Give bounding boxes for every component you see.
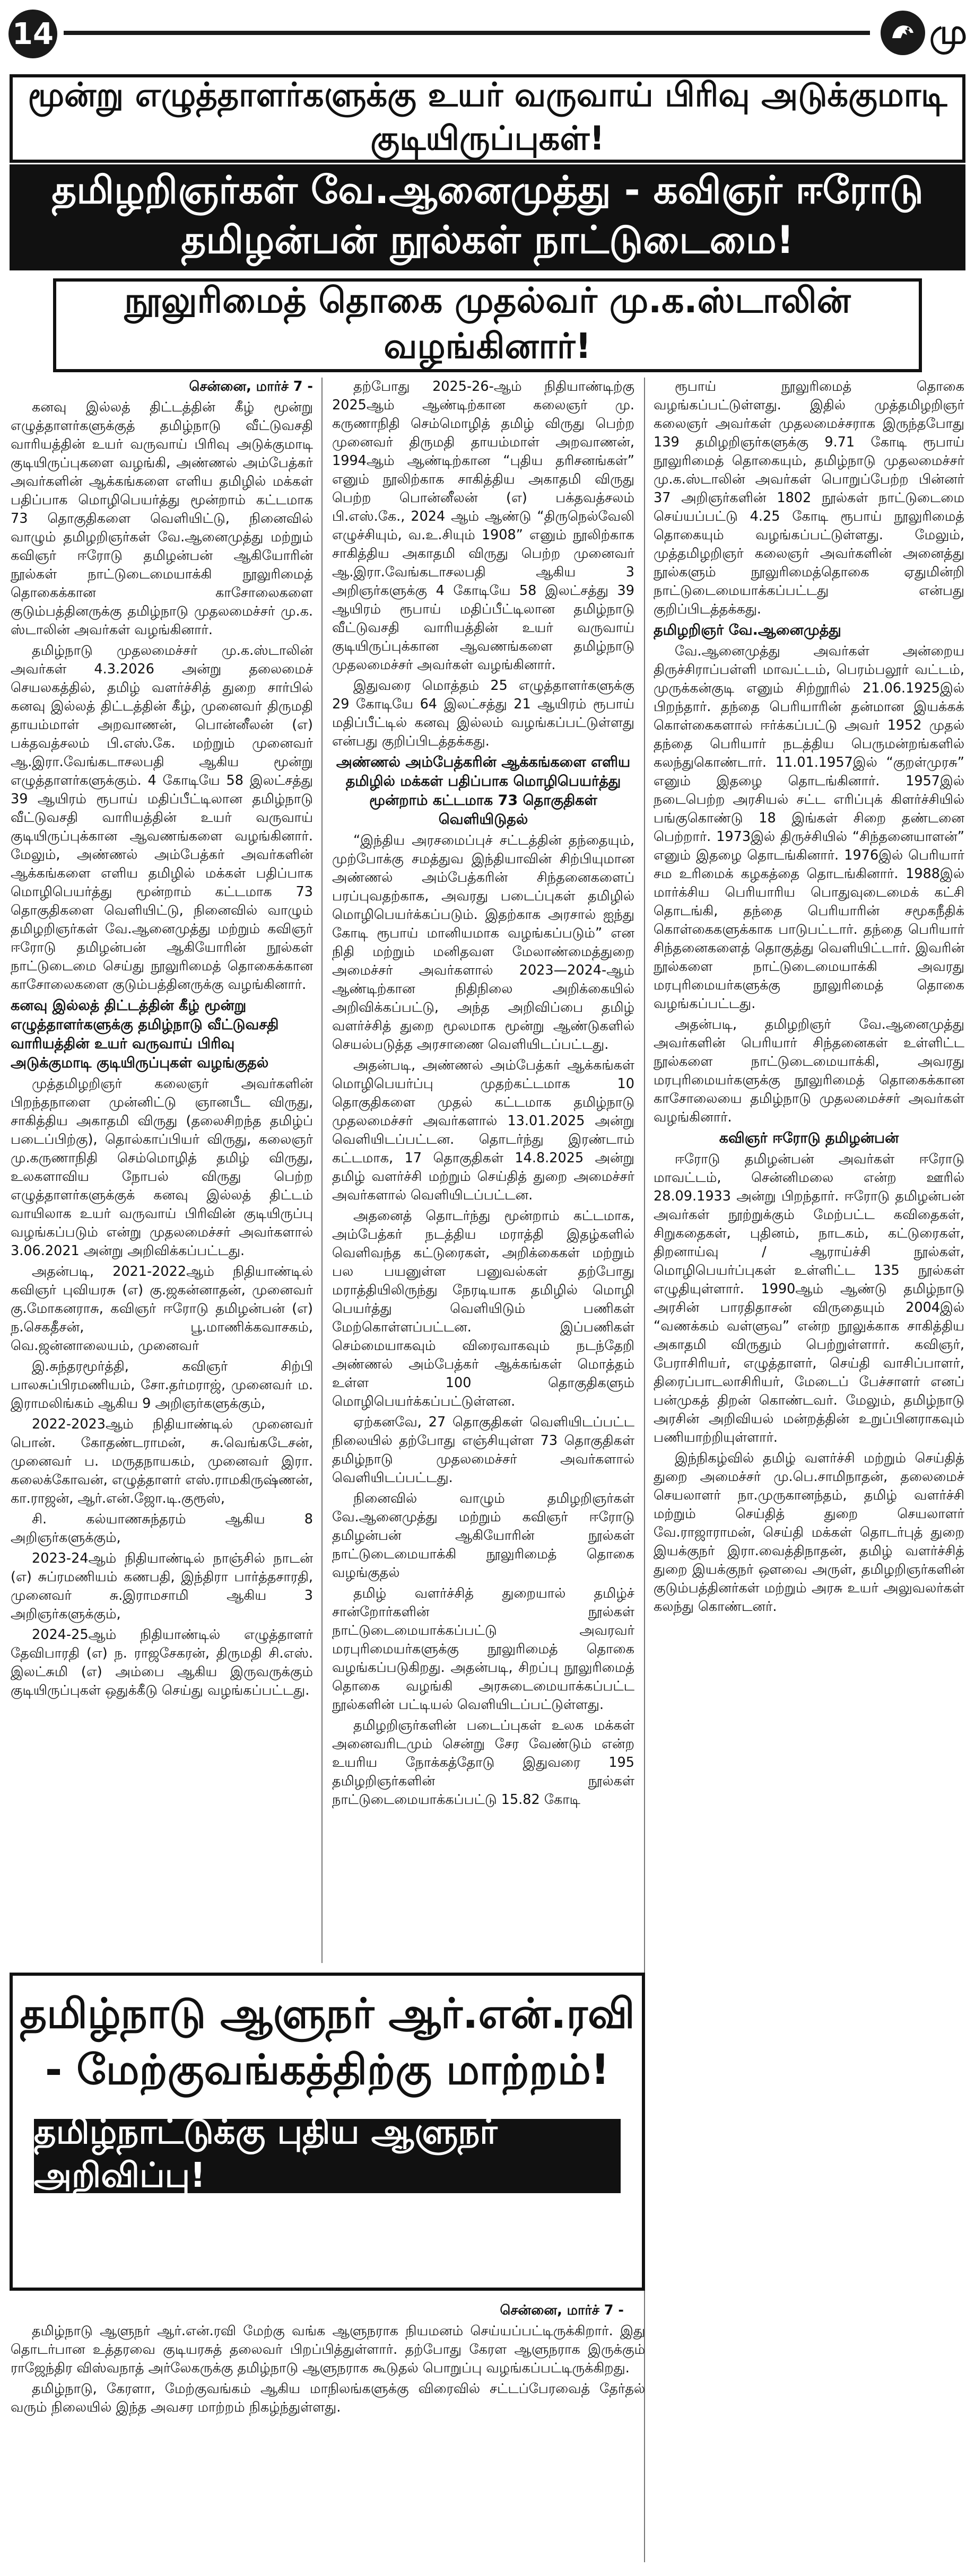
dateline: சென்னை, மார்ச் 7 -: [500, 2302, 624, 2318]
governor-subheadline: தமிழ்நாட்டுக்கு புதிய ஆளுநர் அறிவிப்பு!: [34, 2119, 621, 2193]
paragraph: இந்நிகழ்வில் தமிழ் வளர்ச்சி மற்றும் செய்தித் துறை அமைச்சர் மு.பெ.சாமிநாதன், தலைமைச் செயலாளர் நா.முருகானந்தம், தமிழ் வளர்ச்சி மற்றும் செய்தித் துறை செயலாளர் வே.ராஜாராமன், செய்தி மக்கள் தொடர்புத் துறை இயக்குநர் இரா.வைத்திநாதன், தமிழ் வளர்ச்சித் துறை இயக்குநர் ஔவை அருள், தமிழறிஞர்களின் குடும்பத்தினர்கள் மற்றும் அரசு உயர் அலுவலர்கள் கலந்து கொண்டனர்.: [654, 1450, 964, 1615]
paragraph: தமிழ்நாடு, கேரளா, மேற்குவங்கம் ஆகிய மாநிலங்களுக்கு விரைவில் சட்டப்பேரவைத் தேர்தல் வரும் நிலையில் இந்த அவசர மாற்றம் நிகழ்ந்துள்ளது.: [11, 2381, 645, 2415]
column-divider: [321, 378, 323, 1963]
section-subheading: கனவு இல்லத் திட்டத்தின் கீழ் மூன்று எழுத்தாளர்களுக்கு தமிழ்நாடு வீட்டுவசதி வாரியத்தின் உயர் வருவாய் பிரிவு அடுக்குமாடி குடியிருப்புகள் வழங்குதல்: [11, 997, 279, 1071]
section-subheading: கவிஞர் ஈரோடு தமிழன்பன்: [719, 1130, 899, 1146]
paragraph: ஈரோடு தமிழன்பன் அவர்கள் ஈரோடு மாவட்டம், சென்னிமலை என்ற ஊரில் 28.09.1933 அன்று பிறந்தார். ஈரோடு தமிழன்பன் அவர்கள் நூற்றுக்கும் மேற்பட்ட கவிதைகள், சிறுகதைகள், புதினம், நாடகம், கட்டுரைகள், திறனாய்வு / ஆராய்ச்சி நூல்கள், மொழிபெயர்ப்புகள் உள்ளிட்ட 135 நூல்கள் எழுதியுள்ளார். 1990ஆம் ஆண்டு தமிழ்நாடு அரசின் பாரதிதாசன் விருதையும் 2004இல் “வணக்கம் வள்ளுவ” என்ற நூலுக்காக சாகித்திய அகாதமி விருதும் பெற்றுள்ளார். கவிஞர், பேராசிரியர், எழுத்தாளர், செய்தி வாசிப்பாளர், திரைப்பாடலாசிரியர், மேடைப் பேச்சாளர் எனப் பன்முகத் திறன் கொண்டவர். மேலும், தமிழ்நாடு அரசின் அறிவியல் மன்றத்தின் உறுப்பினராகவும் பணியாற்றியுள்ளார்.: [654, 1151, 964, 1445]
paragraph: இ.சுந்தரமூர்த்தி, கவிஞர் சிற்பி பாலசுப்பிரமணியம், சோ.தர்மராஜ், முனைவர் ம. இராமலிங்கம் ஆகிய 9 அறிஞர்களுக்கும்,: [11, 1359, 313, 1412]
paragraph: 2022-2023ஆம் நிதியாண்டில் முனைவர் பொன். கோதண்டராமன், சு.வெங்கடேசன், முனைவர் ப. மருதநாயகம், முனைவர் இரா. கலைக்கோவன், எழுத்தாளர் எஸ்.ராமகிருஷ்ணன், கா.ராஜன், ஆர்.என்.ஜோ.டி.குரூஸ்,: [11, 1416, 313, 1506]
paragraph: தமிழ் வளர்ச்சித் துறையால் தமிழ்ச் சான்றோர்களின் நூல்கள் நாட்டுடைமையாக்கப்பட்டு அவரவர் மரபுரிமையர்களுக்கு நூலுரிமைத் தொகை வழங்கப்படுகிறது. அதன்படி, சிறப்பு நூலுரிமைத் தொகை வழங்கி அரசுடைமையாக்கப்பட்ட நூல்களின் பட்டியல் வெளியிடப்பட்டுள்ளது.: [332, 1585, 634, 1713]
paragraph: கனவு இல்லத் திட்டத்தின் கீழ் மூன்று எழுத்தாளர்களுக்குத் தமிழ்நாடு வீட்டுவசதி வாரியத்தின் உயர் வருவாய் பிரிவு அடுக்குமாடி குடியிருப்புகளை வழங்கி, அண்ணல் அம்பேத்கர் அவர்களின் ஆக்கங்களை எளிய தமிழில் மக்கள் பதிப்பாக மொழிபெயர்த்து மூன்றாம் கட்டமாக 73 தொகுதிகளை வெளியிட்டு, நினைவில் வாழும் தமிழறிஞர்கள் வே.ஆனைமுத்து மற்றும் கவிஞர் ஈரோடு தமிழன்பன் ஆகியோரின் நூல்கள் நாட்டுடைமையாக்கி நூலுரிமைத் தொகைக்கான காசோலைகளை குடும்பத்தினருக்கு தமிழ்நாடு முதலமைச்சர் மு.க. ஸ்டாலின் அவர்கள் வழங்கினார்.: [11, 399, 313, 638]
governor-article: [11, 2301, 645, 2419]
section-subheading: தமிழறிஞர் வே.ஆனைமுத்து: [654, 622, 841, 638]
paper-name-fragment: மு: [929, 13, 968, 52]
paragraph: தமிழறிஞர்களின் படைப்புகள் உலக மக்கள் அனைவரிடமும் சென்று சேர வேண்டும் என்ற உயரிய நோக்கத்தோடு இதுவரை 195 தமிழறிஞர்களின் நூல்கள் நாட்டுடைமையாக்கப்பட்டு 15.82 கோடி: [332, 1718, 634, 1808]
paragraph: தமிழ்நாடு முதலமைச்சர் மு.க.ஸ்டாலின் அவர்கள் 4.3.2026 அன்று தலைமைச் செயலகத்தில், தமிழ் வளர்ச்சித் துறை சார்பில் கனவு இல்லத் திட்டத்தின் கீழ், முனைவர் திருமதி தாயம்மாள் அறவாணன், பொன்னீலன் (எ) பக்தவத்சலம் பி.எஸ்.கே. மற்றும் முனைவர் ஆ.இரா.வேங்கடாசலபதி ஆகிய மூன்று எழுத்தாளர்களுக்கும். 4 கோடியே 58 இலட்சத்து 39 ஆயிரம் ரூபாய் மதிப்பீட்டிலான தமிழ்நாடு வீட்டுவசதி வாரியத்தின் உயர் வருவாய் குடியிருப்புக்கான ஆவணங்களை வழங்கினார். மேலும், அண்ணல் அம்பேத்கர் அவர்களின் ஆக்கங்களை எளிய தமிழில் மக்கள் பதிப்பாக மொழிபெயர்த்து மூன்றாம் கட்டமாக 73 தொகுதிகளை வெளியிட்டு, நினைவில் வாழும் தமிழறிஞர்கள் வே.ஆனைமுத்து மற்றும் கவிஞர் ஈரோடு தமிழன்பன் ஆகியோரின் நூல்கள் நாட்டுடைமை செய்து நூலுரிமைத் தொகைக்கான காசோலைகளை குடும்பத்தினருக்கு வழங்கினார்.: [11, 643, 313, 993]
header-rule: [64, 31, 870, 35]
paragraph: 2023-24ஆம் நிதியாண்டில் நாஞ்சில் நாடன் (எ) சுப்ரமணியம் கணபதி, இந்திரா பார்த்தசாரதி, முனைவர் சு.இராமசாமி ஆகிய 3 அறிஞர்களுக்கும்,: [11, 1550, 313, 1622]
paragraph: அதனைத் தொடர்ந்து மூன்றாம் கட்டமாக, அம்பேத்கர் நடத்திய மராத்தி இதழ்களில் வெளிவந்த கட்டுரைகள், அறிக்கைகள் மற்றும் பல பயனுள்ள பனுவல்கள் தற்போது மராத்தியிலிருந்து நேரடியாக தமிழில் மொழி பெயர்த்து வெளியிடும் பணிகள் மேற்கொள்ளப்பட்டன. இப்பணிகள் செம்மையாகவும் விரைவாகவும் நடந்தேறி அண்ணல் அம்பேத்கர் ஆக்கங்கள் மொத்தம் உள்ள 100 தொகுதிகளும் மொழிபெயர்க்கப்பட்டுள்ளன.: [332, 1208, 634, 1409]
paragraph: அதன்படி, தமிழறிஞர் வே.ஆனைமுத்து அவர்களின் பெரியார் சிந்தனைகள் உள்ளிட்ட நூல்களை நாட்டுடைமையாக்கி, அவரது மரபுரிமையர்களுக்கு நூலுரிமைத் தொகைக்கான காசோலையை தமிழ்நாடு முதலமைச்சர் அவர்கள் வழங்கினார்.: [654, 1017, 964, 1125]
paragraph: நினைவில் வாழும் தமிழறிஞர்கள் வே.ஆனைமுத்து மற்றும் கவிஞர் ஈரோடு தமிழன்பன் ஆகியோரின் நூல்கள் நாட்டுடைமையாக்கி நூலுரிமைத் தொகை வழங்குதல்: [332, 1491, 634, 1581]
paragraph: சி. கல்யாணசுந்தரம் ஆகிய 8 அறிஞர்களுக்கும்,: [11, 1511, 313, 1546]
paragraph: அதன்படி, 2021-2022ஆம் நிதியாண்டில் கவிஞர் புவியரசு (எ) கு.ஜகன்னாதன், முனைவர் கு.மோகனராசு, கவிஞர் ஈரோடு தமிழன்பன் (எ) ந.செகதீசன், பூ.மாணிக்கவாசகம், வெ.ஜன்னாலையம், முனைவர்: [11, 1264, 313, 1354]
paragraph: “இந்திய அரசமைப்புச் சட்டத்தின் தந்தையும், முற்போக்கு சமத்துவ இந்தியாவின் சிற்பியுமான அண்ணல் அம்பேத்கரின் சிந்தனைகளைப் பரப்புவதற்காக, அவரது படைப்புகள் தமிழில் மொழிபெயர்க்கப்படும். இதற்காக அரசால் ஐந்து கோடி ரூபாய் மானியமாக வழங்கப்படும்” என நிதி மற்றும் மனிதவள மேலாண்மைத்துறை அமைச்சர் அவர்களால் 2023—2024-ஆம் ஆண்டிற்கான நிதிநிலை அறிக்கையில் அறிவிக்கப்பட்டு, அந்த அறிவிப்பை தமிழ் வளர்ச்சித் துறை மூலமாக மூன்று ஆண்டுகளில் செயல்படுத்த அரசாணை வெளியிடப்பட்டது.: [332, 833, 634, 1053]
dateline: சென்னை, மார்ச் 7 -: [189, 379, 313, 395]
paragraph: வே.ஆனைமுத்து அவர்கள் அன்றைய திருச்சிராப்பள்ளி மாவட்டம், பெரம்பலூர் வட்டம், முருக்கன்குடி எனும் சிற்றூரில் 21.06.1925இல் பிறந்தார். தந்தை பெரியாரின் தன்மான இயக்கக் கொள்கைகளால் ஈர்க்கப்பட்டு அவர் 1952 முதல் தந்தை பெரியார் நடத்திய பெருமன்றங்களில் கலந்துகொண்டார். 11.01.1957இல் “குறள்முரசு” எனும் இதழை தொடங்கினார். 1957இல் நடைபெற்ற அரசியல் சட்ட எரிப்புக் கிளர்ச்சியில் பங்குகொண்டு 18 இங்கள் சிறை தண்டனை பெற்றார். 1973இல் திருச்சியில் “சிந்தனையாளன்” எனும் இதழை தொடங்கினார். 1976இல் பெரியார் சம உரிமைக் கழகத்தை தொடங்கினார். 1988இல் மார்க்சிய பெரியாரிய பொதுவுடைமைக் கட்சி தொடங்கி, தந்தை பெரியாரின் சமூகநீதிக் கொள்கைகளுக்காக பாடுபட்டார். தந்தை பெரியார் சிந்தனைகளைத் தொகுத்து வெளியிட்டார். இவரின் நூல்களை நாட்டுடைமையாக்கி அவரது மரபுரிமையர்களுக்கு நூலுரிமைத் தொகை வழங்கப்பட்டது.: [654, 643, 964, 1012]
article-column-2: [332, 378, 634, 1811]
governor-headline-line-1: தமிழ்நாடு ஆளுநர் ஆர்.என்.ரவி: [20, 1990, 635, 2038]
paragraph: தமிழ்நாடு ஆளுநர் ஆர்.என்.ரவி மேற்கு வங்க ஆளுநராக நியமனம் செய்யப்பட்டிருக்கிறார். இது தொடர்பான உத்தரவை குடியரசுத் தலைவர் பிறப்பித்துள்ளார். தற்போது கேரள ஆளுநராக இருக்கும் ராஜேந்திர விஸ்வநாத் அர்லேகருக்கு தமிழ்நாடு ஆளுநராக கூடுதல் பொறுப்பு வழங்கப்பட்டிருக்கிறது.: [11, 2323, 645, 2376]
section-subheading: அண்ணல் அம்பேத்கரின் ஆக்கங்களை எளிய தமிழில் மக்கள் பதிப்பாக மொழிபெயர்த்து மூன்றாம் கட்டமாக 73 தொகுதிகள் வெளியிடுதல்: [336, 754, 631, 828]
paragraph: தற்போது 2025-26-ஆம் நிதியாண்டிற்கு 2025ஆம் ஆண்டிற்கான கலைஞர் மு. கருணாநிதி செம்மொழித் தமிழ் விருது பெற்ற முனைவர் திருமதி தாயம்மாள் அறவாணன், 1994ஆம் ஆண்டிற்கான “புதிய தரிசனங்கள்” எனும் நூலிற்காக சாகித்திய அகாதமி விருது பெற்ற பொன்னீலன் (எ) பக்தவத்சலம் பி.எஸ்.கே., 2024 ஆம் ஆண்டு “திருநெல்வேலி எழுச்சியும், வ.உ.சியும் 1908” எனும் நூலிற்காக சாகித்திய அகாதமி விருது பெற்ற முனைவர் ஆ.இரா.வேங்கடாசலபதி ஆகிய 3 அறிஞர்களுக்கு 4 கோடியே 58 இலட்சத்து 39 ஆயிரம் ரூபாய் மதிப்பீட்டிலான தமிழ்நாடு வீட்டுவசதி வாரியத்தின் உயர் வருவாய் குடியிருப்புக்கான ஆவணங்களை தமிழ்நாடு முதலமைச்சர் அவர்கள் வழங்கினார்.: [332, 379, 634, 673]
paragraph: 2024-25ஆம் நிதியாண்டில் எழுத்தாளர் தேவிபாரதி (எ) ந. ராஜசேகரன், திருமதி சி.எஸ். இலட்சுமி (எ) அம்பை ஆகிய இருவருக்கும் குடியிருப்புகள் ஒதுக்கீடு செய்து வழங்கப்பட்டது.: [11, 1627, 313, 1698]
article-column-3: [654, 378, 964, 1618]
main-headline: தமிழறிஞர்கள் வே.ஆனைமுத்து - கவிஞர் ஈரோடு தமிழன்பன் நூல்கள் நாட்டுடைமை!: [10, 164, 965, 270]
governor-headline-line-2: - மேற்குவங்கத்திற்கு மாற்றம்!: [45, 2046, 610, 2094]
governor-headline-box: [10, 1973, 645, 2291]
lion-emblem-icon-graphic: [887, 17, 919, 49]
paragraph: முத்தமிழறிஞர் கலைஞர் அவர்களின் பிறந்தநாளை முன்னிட்டு ஞானபீட விருது, சாகித்திய அகாதமி விருது (தலைசிறந்த தமிழ்ப் படைப்பிற்கு), தொல்காப்பியர் விருது, கலைஞர் மு.கருணாநிதி செம்மொழித் தமிழ் விருது, உலகளாவிய நோபல் விருது பெற்ற எழுத்தாளர்களுக்குக் கனவு இல்லத் திட்டம் வாயிலாக உயர் வருவாய் பிரிவின் குடியிருப்பு வழங்கப்படும் என்று முதலமைச்சர் அவர்களால் 3.06.2021 அன்று அறிவிக்கப்பட்டது.: [11, 1076, 313, 1259]
top-headline: மூன்று எழுத்தாளர்களுக்கு உயர் வருவாய் பிரிவு அடுக்குமாடி குடியிருப்புகள்!: [10, 74, 965, 163]
page-header: [0, 0, 975, 66]
paragraph: ரூபாய் நூலுரிமைத் தொகை வழங்கப்பட்டுள்ளது. இதில் முத்தமிழறிஞர் கலைஞர் அவர்கள் முதலமைச்சராக இருந்தபோது 139 தமிழறிஞர்களுக்கு 9.71 கோடி ரூபாய் நூலுரிமைத் தொகையும், தமிழ்நாடு முதலமைச்சர் மு.க.ஸ்டாலின் அவர்கள் பொறுப்பேற்ற பின்னர் 37 அறிஞர்களின் 1802 நூல்கள் நாட்டுடைமை செய்யப்பட்டு 4.25 கோடி ரூபாய் நூலுரிமைத் தொகையும் வழங்கப்பட்டுள்ளது. மேலும், முத்தமிழறிஞர் கலைஞர் அவர்களின் அனைத்து நூல்களும் நூலுரிமைத்தொகை ஏதுமின்றி நாட்டுடைமையாக்கப்பட்டது என்பது குறிப்பிடத்தக்கது.: [654, 379, 964, 617]
article-column-1: [11, 378, 313, 1702]
paragraph: ஏற்கனவே, 27 தொகுதிகள் வெளியிடப்பட்ட நிலையில் தற்போது எஞ்சியுள்ள 73 தொகுதிகள் தமிழ்நாடு முதலமைச்சர் அவர்களால் வெளியிடப்பட்டது.: [332, 1414, 634, 1486]
sub-headline: நூலுரிமைத் தொகை முதல்வர் மு.க.ஸ்டாலின் வழங்கினார்!: [53, 278, 922, 372]
paragraph: அதன்படி, அண்ணல் அம்பேத்கர் ஆக்கங்கள் மொழிபெயர்ப்பு முதற்கட்டமாக 10 தொகுதிகளை முதல் கட்டமாக தமிழ்நாடு முதலமைச்சர் அவர்களால் 13.01.2025 அன்று வெளியிடப்பட்டன. தொடர்ந்து இரண்டாம் கட்டமாக, 17 தொகுதிகள் 14.8.2025 அன்று தமிழ் வளர்ச்சி மற்றும் செய்தித் துறை அமைச்சர் அவர்களால் வெளியிடப்பட்டன.: [332, 1057, 634, 1203]
paragraph: இதுவரை மொத்தம் 25 எழுத்தாளர்களுக்கு 29 கோடியே 64 இலட்சத்து 21 ஆயிரம் ரூபாய் மதிப்பீட்டில் கனவு இல்லம் வழங்கப்பட்டுள்ளது என்பது குறிப்பிடத்தக்கது.: [332, 678, 634, 749]
lion-emblem-icon: [881, 11, 925, 55]
page-number: 14: [8, 10, 57, 58]
